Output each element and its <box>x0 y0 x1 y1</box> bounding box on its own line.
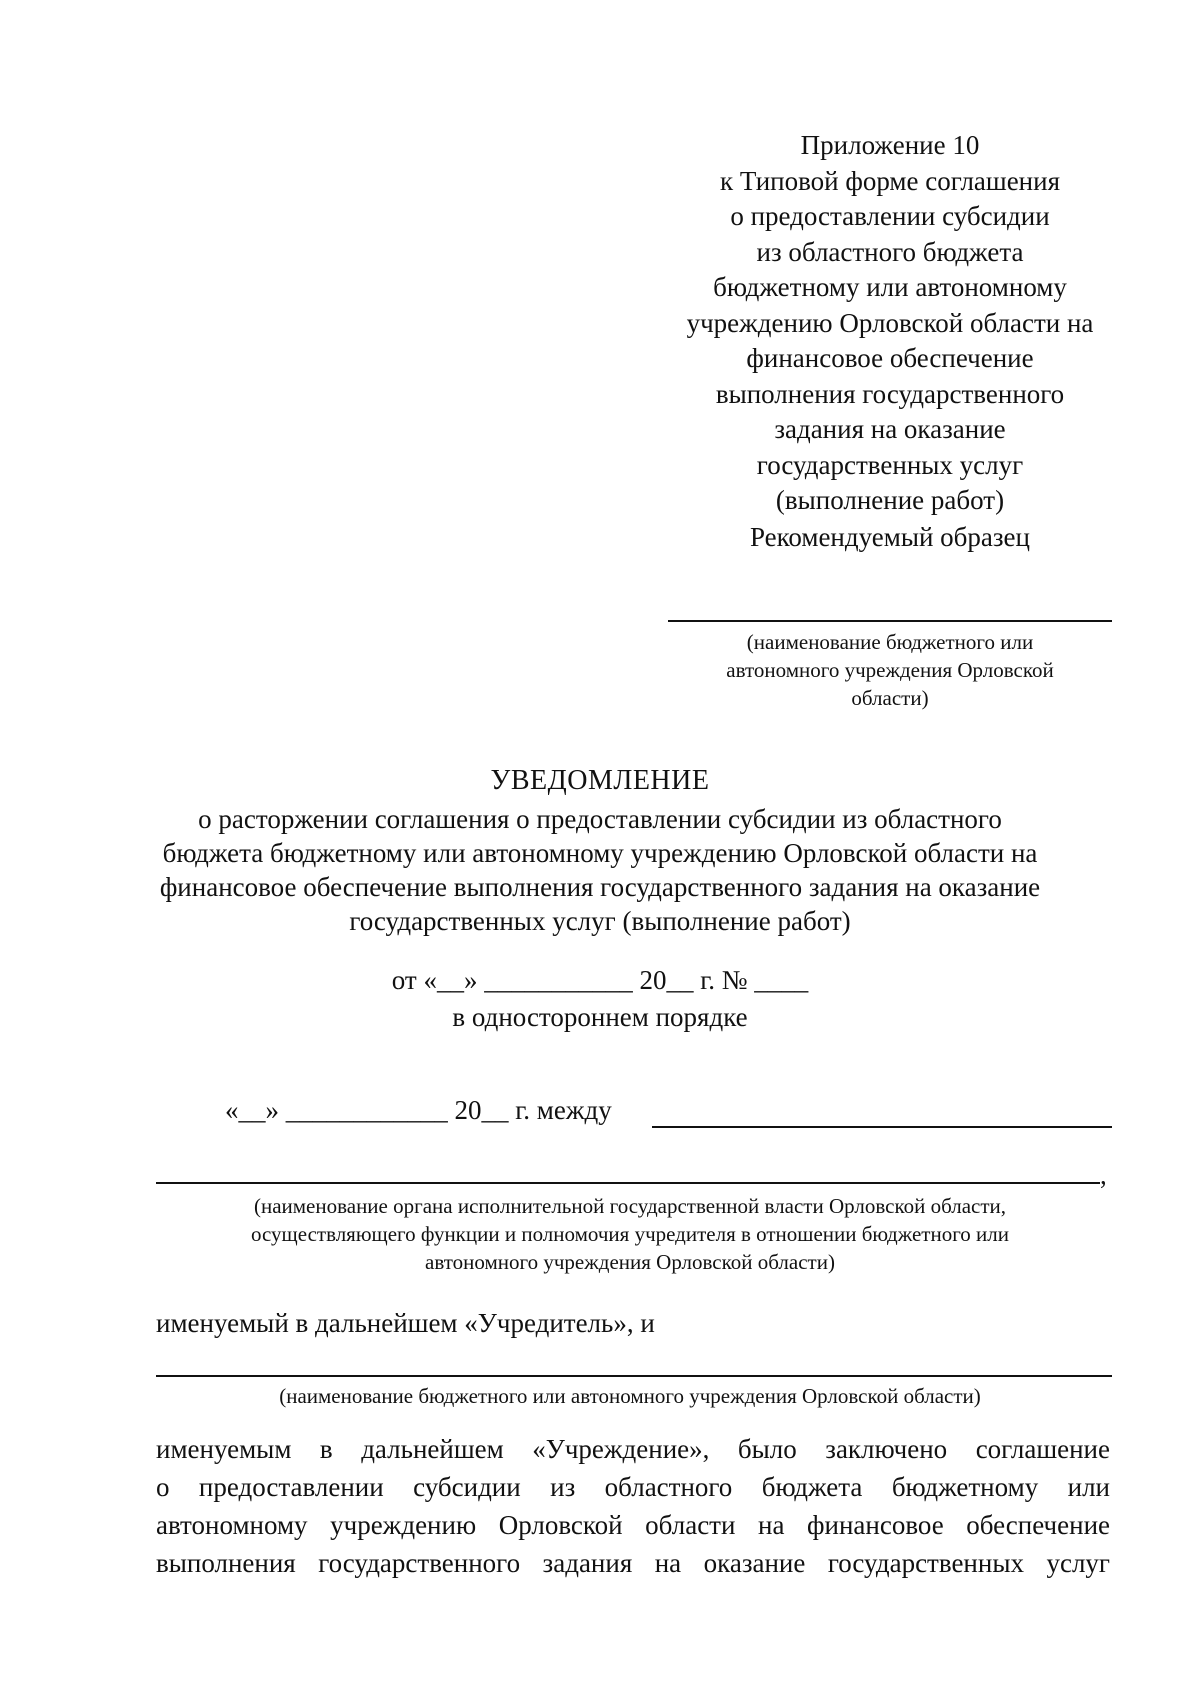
notice-title: УВЕДОМЛЕНИЕ <box>490 765 710 796</box>
institution-name-line <box>156 1375 1112 1377</box>
recipient-caption-line: (наименование бюджетного или <box>746 630 1034 654</box>
recipient-caption-line: области) <box>851 686 929 710</box>
appendix-line: Приложение 10 <box>800 130 980 160</box>
founder-name-line-1 <box>652 1126 1112 1128</box>
body-line: именуемым в дальнейшем «Учреждение», было заключено соглашение <box>156 1434 1110 1464</box>
founder-caption-line: осуществляющего функции и полномочия учредителя в отношении бюджетного или <box>250 1222 1010 1246</box>
body-line: о предоставлении субсидии из областного бюджета бюджетному или <box>156 1472 1110 1502</box>
appendix-line: финансовое обеспечение <box>746 343 1034 373</box>
notice-subtitle-line: финансовое обеспечение выполнения государственного задания на оказание <box>159 872 1041 902</box>
founder-name-line-2 <box>156 1182 1100 1184</box>
founder-named-text: именуемый в дальнейшем «Учредитель», и <box>156 1308 655 1338</box>
body-line: выполнения государственного задания на оказание государственных услуг <box>156 1548 1110 1578</box>
appendix-line: из областного бюджета <box>756 236 1024 267</box>
body-paragraph <box>156 1430 1110 1582</box>
appendix-line: государственных услуг <box>756 449 1024 480</box>
appendix-line: к Типовой форме соглашения <box>720 165 1060 196</box>
founder-caption-line: (наименование органа исполнительной государственной власти Орловской области, <box>253 1194 1007 1218</box>
notice-date-line: от «__» ___________ 20__ г. № ____ <box>391 965 809 995</box>
sample-label: Рекомендуемый образец <box>749 522 1030 552</box>
agreement-date-text: «__» ____________ 20__ г. между <box>225 1095 612 1125</box>
notice-subtitle-line: бюджета бюджетному или автономному учреждению Орловской области на <box>162 838 1038 868</box>
appendix-line: бюджетному или автономному <box>713 272 1067 302</box>
recipient-caption-line: автономного учреждения Орловской <box>726 658 1054 682</box>
notice-subtitle <box>80 802 1120 938</box>
appendix-header <box>668 128 1112 519</box>
institution-caption: (наименование бюджетного или автономного учреждения Орловской области) <box>279 1384 981 1408</box>
founder-trailing-comma: , <box>1100 1160 1107 1190</box>
appendix-line: выполнения государственного <box>715 378 1065 409</box>
notice-subtitle-line: государственных услуг (выполнение работ) <box>349 906 851 936</box>
appendix-line: задания на оказание <box>774 414 1006 444</box>
appendix-line: о предоставлении субсидии <box>730 201 1050 231</box>
notice-order-line: в одностороннем порядке <box>452 1002 748 1032</box>
founder-caption <box>100 1192 1160 1276</box>
founder-caption-line: автономного учреждения Орловской области) <box>425 1250 835 1274</box>
notice-subtitle-line: о расторжении соглашения о предоставлении субсидии из областного <box>198 804 1002 834</box>
recipient-caption <box>668 628 1112 712</box>
appendix-line: (выполнение работ) <box>775 485 1005 515</box>
appendix-line: учреждению Орловской области на <box>686 307 1094 338</box>
body-line: автономному учреждению Орловской области на финансовое обеспечение <box>156 1510 1110 1540</box>
recipient-name-line <box>668 620 1112 622</box>
